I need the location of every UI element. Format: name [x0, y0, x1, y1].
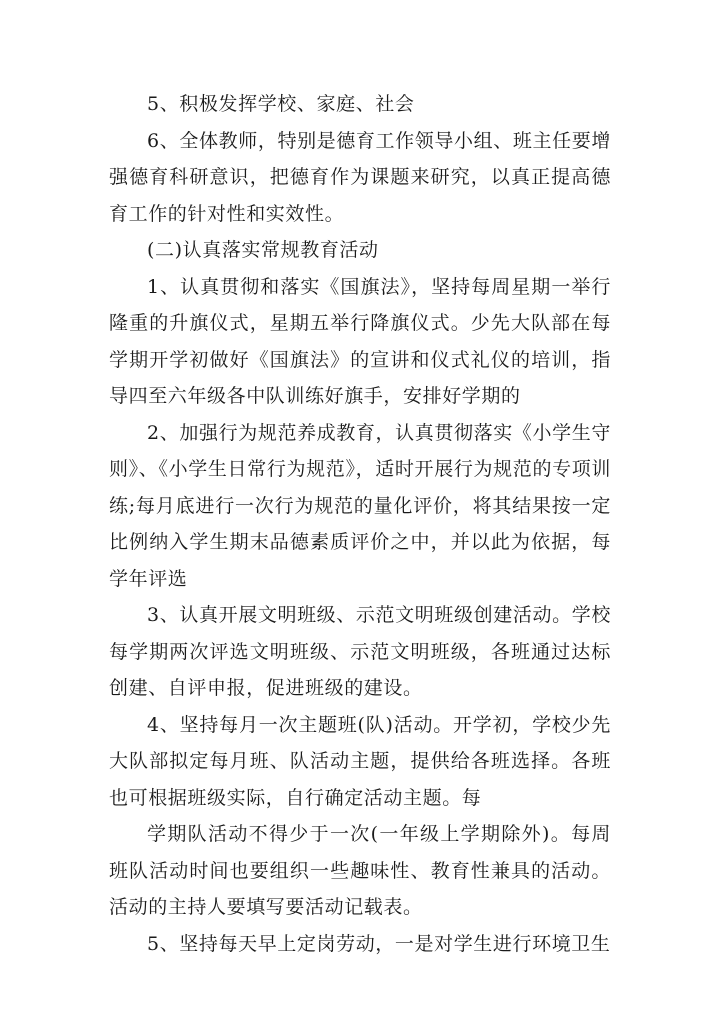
paragraph-item-4-theme-activity: 4、坚持每月一次主题班(队)活动。开学初，学校少先大队部拟定每月班、队活动主题，提供给各班选择。各班也可根据班级实际，自行确定活动主题。每 [109, 713, 611, 809]
paragraph-item-3-civilized-class: 3、认真开展文明班级、示范文明班级创建活动。学校每学期两次评选文明班级、示范文明班级，各班通过达标创建、自评申报，促进班级的建设。 [109, 604, 611, 699]
paragraph-item-6-teachers: 6、全体教师，特别是德育工作领导小组、班主任要增强德育科研意识，把德育作为课题来研究，以真正提高德育工作的针对性和实效性。 [109, 129, 611, 225]
paragraph-item-5-family-school: 5、积极发挥学校、家庭、社会 [147, 93, 415, 115]
paragraph-item-2-behavior-norms: 2、加强行为规范养成教育，认真贯彻落实《小学生守则》、《小学生日常行为规范》，适时开展行为规范的专项训练;每月底进行一次行为规范的量化评价，将其结果按一定比例纳入学生期末品德素质评价之中，并以此为依据，每学年评选 [109, 421, 611, 590]
paragraph-item-5-morning-labor: 5、坚持每天早上定岗劳动，一是对学生进行环境卫生 [147, 932, 611, 955]
section-heading-routine-education: (二)认真落实常规教育活动 [147, 239, 379, 261]
document-page [109, 86, 611, 962]
paragraph-continuation-team-activity: 学期队活动不得少于一次(一年级上学期除外)。每周班队活动时间也要组织一些趣味性、教育性兼具的活动。活动的主持人要填写要活动记载表。 [109, 823, 611, 918]
paragraph-item-1-flag-law: 1、认真贯彻和落实《国旗法》，坚持每周星期一举行隆重的升旗仪式，星期五举行降旗仪式。少先大队部在每学期开学初做好《国旗法》的宣讲和仪式礼仪的培训，指导四至六年级各中队训练好旗手，安排好学期的 [109, 275, 611, 407]
